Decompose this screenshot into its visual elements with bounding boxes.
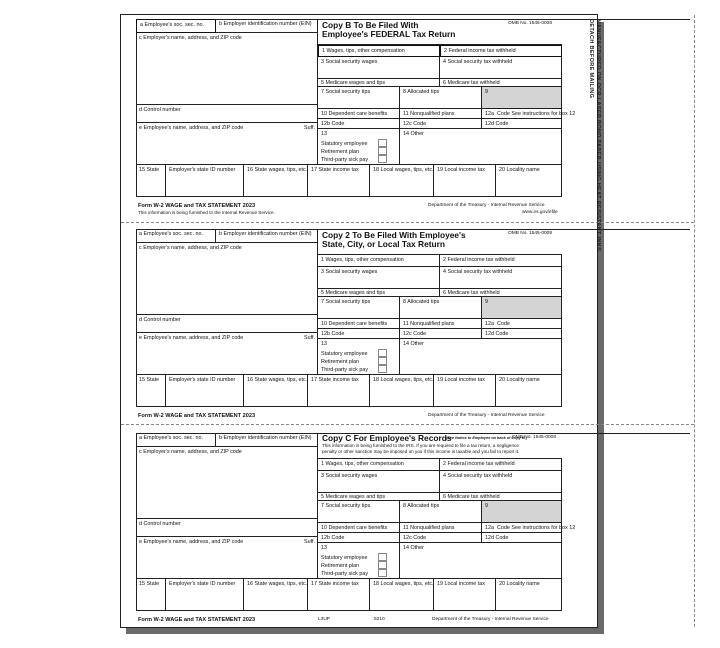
box-15-state[interactable]: 15 State [136,579,166,611]
omb-number: OMB No. 1545-0008 [508,231,552,236]
box-12a[interactable]: 12a Code [482,319,562,329]
box-10[interactable]: 10 Dependent care benefits [318,319,400,329]
box-19[interactable]: 19 Local income tax [434,375,496,407]
ssn-box[interactable]: a Employee's soc. sec. no. [136,19,216,33]
employer-box[interactable]: c Employer's name, address, and ZIP code [136,33,318,105]
box-18[interactable]: 18 Local wages, tips, etc. [370,165,434,197]
box-12a[interactable]: 12a Code See instructions for box 12 [482,523,562,533]
dept-label: Department of the Treasury - Internal Revenue Service [428,203,545,208]
w2-form-sheet [120,14,601,628]
copy-title-line1: Copy 2 To Be Filed With Employee's [322,230,466,240]
box-12d[interactable]: 12d Code [482,533,562,543]
manufactured-text: MANUFACTURED ON OCR LASER BOND PAPER USING HEAT RESISTANT INKS [595,19,601,252]
copy-title-line2: Employee's FEDERAL Tax Return [322,29,456,39]
box-17[interactable]: 17 State income tax [308,375,370,407]
box-11[interactable]: 11 Nonqualified plans [400,523,482,533]
dept-label: Department of the Treasury - Internal Revenue Service [428,413,545,418]
retirement-checkbox[interactable] [378,357,387,365]
box-2[interactable]: 2 Federal income tax withheld [440,255,562,267]
box-12c[interactable]: 12c Code [400,119,482,129]
box-13: 13 Statutory employee Retirement plan Third-party sick pay [318,543,400,579]
employee-box[interactable]: e Employee's name, address, and ZIP code Suff. [136,333,318,375]
box-10[interactable]: 10 Dependent care benefits [318,109,400,119]
box-12c[interactable]: 12c Code [400,533,482,543]
box-20[interactable]: 20 Locality name [496,165,562,197]
box-18[interactable]: 18 Local wages, tips, etc. [370,579,434,611]
statutory-checkbox[interactable] [378,349,387,357]
box-2[interactable]: 2 Federal income tax withheld [440,45,562,57]
box-12a[interactable]: 12a Code See instructions for box 12 [482,109,562,119]
copy-note-line1: This information is being furnished to the IRS. If you are required to file a tax return, a negligence [322,443,519,448]
box-7[interactable]: 7 Social security tips [318,297,400,319]
copy-title-box [318,433,562,459]
state-id-box[interactable]: Employer's state ID number [166,375,244,407]
box-17[interactable]: 17 State income tax [308,165,370,197]
copy-2 [136,229,690,427]
box-1[interactable]: 1 Wages, tips, other compensation [318,255,440,267]
box-17[interactable]: 17 State income tax [308,579,370,611]
employer-box[interactable]: c Employer's name, address, and ZIP code [136,243,318,315]
box-11[interactable]: 11 Nonqualified plans [400,109,482,119]
box-4[interactable]: 4 Social security tax withheld [440,57,562,79]
employer-box[interactable]: c Employer's name, address, and ZIP code [136,447,318,519]
box-16[interactable]: 16 State wages, tips, etc. [244,579,308,611]
box-14[interactable]: 14 Other [400,339,562,375]
box-12c[interactable]: 12c Code [400,329,482,339]
box-5[interactable]: 5 Medicare wages and tips [318,493,440,501]
box-7[interactable]: 7 Social security tips [318,501,400,523]
perforation-1 [121,222,694,223]
copy-c [136,433,690,631]
box-20[interactable]: 20 Locality name [496,375,562,407]
box-6[interactable]: 6 Medicare tax withheld [440,79,562,87]
box-4[interactable]: 4 Social security tax withheld [440,471,562,493]
dept-label: Department of the Treasury - Internal Revenue Service [432,617,549,622]
state-id-box[interactable]: Employer's state ID number [166,579,244,611]
box-14[interactable]: 14 Other [400,129,562,165]
form-code-2: 5210 [374,617,385,622]
sick-pay-checkbox[interactable] [378,569,387,577]
control-box[interactable]: d Control number [136,105,318,123]
copy-note-line2: penalty or other sanction may be imposed on you if this income is taxable and you fail to report it. [322,449,520,454]
retirement-checkbox[interactable] [378,147,387,155]
box-1[interactable]: 1 Wages, tips, other compensation [318,45,440,57]
sick-pay-checkbox[interactable] [378,155,387,163]
employee-box[interactable]: e Employee's name, address, and ZIP code Suff. [136,537,318,579]
box-9: 9 [482,87,562,109]
copy-title-line1: Copy C For Employee's Records [322,433,452,443]
box-13: 13 Statutory employee Retirement plan Third-party sick pay [318,129,400,165]
box-5[interactable]: 5 Medicare wages and tips [318,289,440,297]
box-10[interactable]: 10 Dependent care benefits [318,523,400,533]
box-8[interactable]: 8 Allocated tips [400,297,482,319]
detach-text: DETACH BEFORE MAILING [588,19,594,99]
box-2[interactable]: 2 Federal income tax withheld [440,459,562,471]
box-12b[interactable]: 12b Code [318,533,400,543]
control-box[interactable]: d Control number [136,315,318,333]
box-16[interactable]: 16 State wages, tips, etc. [244,165,308,197]
form-title: Form W-2 WAGE and TAX STATEMENT 2023 [138,617,256,623]
box-11[interactable]: 11 Nonqualified plans [400,319,482,329]
omb-number: OMB No. 1545-0008 [508,21,552,26]
vertical-perforation [694,15,695,627]
statutory-checkbox[interactable] [378,553,387,561]
box-18[interactable]: 18 Local wages, tips, etc. [370,375,434,407]
ssn-box[interactable]: a Employee's soc. sec. no. [136,433,216,447]
box-8[interactable]: 8 Allocated tips [400,501,482,523]
employee-box[interactable]: e Employee's name, address, and ZIP code Suff. [136,123,318,165]
box-3[interactable]: 3 Social security wages [318,471,440,493]
box-15-state[interactable]: 15 State [136,375,166,407]
copy-b [136,19,690,217]
box-3[interactable]: 3 Social security wages [318,267,440,289]
box-20[interactable]: 20 Locality name [496,579,562,611]
copy-title-note: (See Notice to Employee on back of Copy B.) [446,436,528,440]
efile-url[interactable]: www.irs.gov/efile [522,210,558,215]
box-8[interactable]: 8 Allocated tips [400,87,482,109]
box-4[interactable]: 4 Social security tax withheld [440,267,562,289]
box-12b[interactable]: 12b Code [318,329,400,339]
box-7[interactable]: 7 Social security tips [318,87,400,109]
box-12b[interactable]: 12b Code [318,119,400,129]
ssn-box[interactable]: a Employee's soc. sec. no. [136,229,216,243]
copy-title-box [318,229,562,255]
copy-title-box [318,19,562,45]
control-box[interactable]: d Control number [136,519,318,537]
statutory-checkbox[interactable] [378,139,387,147]
copy-title-line2: State, City, or Local Tax Return [322,239,446,249]
box-14[interactable]: 14 Other [400,543,562,579]
box-9: 9 [482,501,562,523]
form-code-1: L3UP [318,617,330,622]
state-id-box[interactable]: Employer's state ID number [166,165,244,197]
box-6[interactable]: 6 Medicare tax withheld [440,289,562,297]
retirement-checkbox[interactable] [378,561,387,569]
sick-pay-checkbox[interactable] [378,365,387,373]
ein-box[interactable]: b Employer identification number (EIN) [216,19,318,33]
form-title: Form W-2 WAGE and TAX STATEMENT 2023 [138,413,256,419]
box-5[interactable]: 5 Medicare wages and tips [318,79,440,87]
form-title: Form W-2 WAGE and TAX STATEMENT 2023 [138,203,256,209]
box-12d[interactable]: 12d Code [482,119,562,129]
ein-box[interactable]: b Employer identification number (EIN) [216,229,318,243]
box-9: 9 [482,297,562,319]
box-19[interactable]: 19 Local income tax [434,579,496,611]
box-3[interactable]: 3 Social security wages [318,57,440,79]
box-19[interactable]: 19 Local income tax [434,165,496,197]
box-16[interactable]: 16 State wages, tips, etc. [244,375,308,407]
box-1[interactable]: 1 Wages, tips, other compensation [318,459,440,471]
box-6[interactable]: 6 Medicare tax withheld [440,493,562,501]
box-13: 13 Statutory employee Retirement plan Third-party sick pay [318,339,400,375]
box-15-state[interactable]: 15 State [136,165,166,197]
omb-number: OMB No. 1545-0008 [512,435,556,440]
ein-box[interactable]: b Employer identification number (EIN) [216,433,318,447]
footer-note: This information is being furnished to the Internal Revenue Service. [138,210,275,215]
box-12d[interactable]: 12d Code [482,329,562,339]
copy-title-line1: Copy B To Be Filed With [322,20,419,30]
